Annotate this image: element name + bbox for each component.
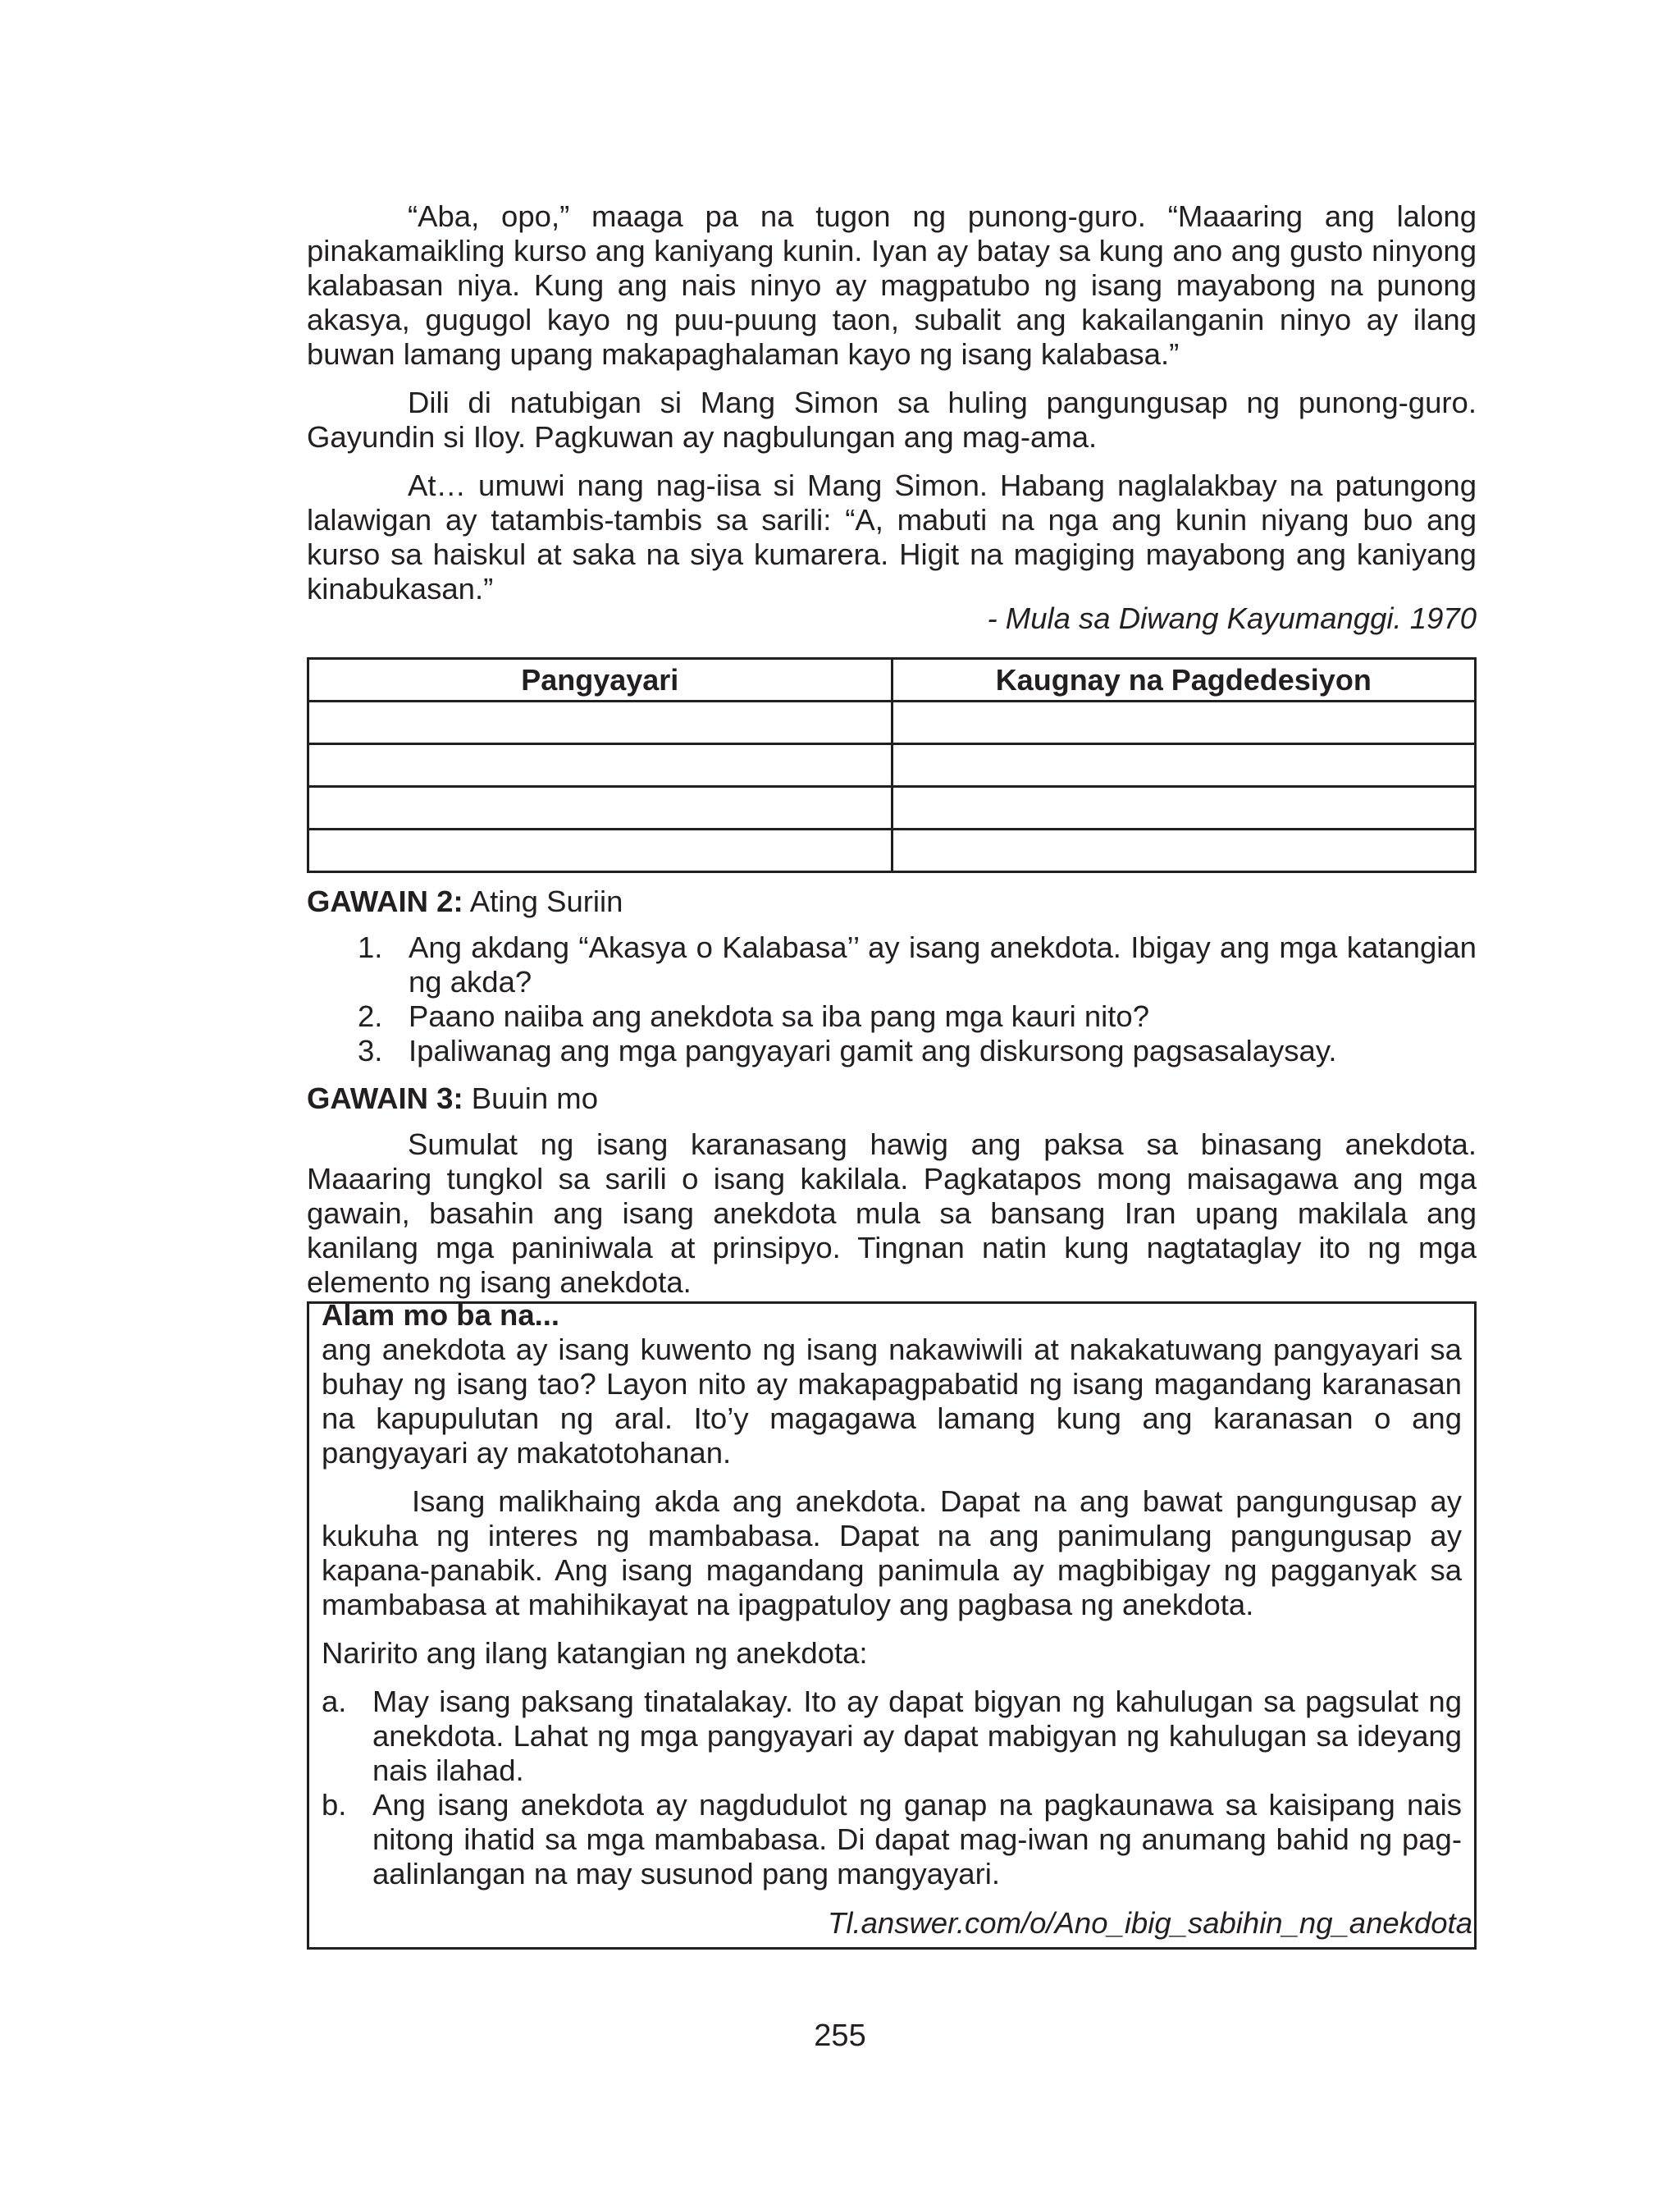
question-text: Ipaliwanag ang mga pangyayari gamit ang diskursong pagsasalaysay. xyxy=(409,1034,1337,1068)
table-cell-blank[interactable] xyxy=(892,830,1476,872)
gawain-3-title: Buuin mo xyxy=(471,1081,598,1115)
table-cell-blank[interactable] xyxy=(308,787,892,830)
box-paragraph-2: Isang malikhaing akda ang anekdota. Dapat na ang bawat pangungusap ay kukuha ng interes ng mambabasa. Dapat na ang panimulang pangungusap ay kapana-panabik. Ang isang magandang panimula ay magbibigay ng pagganyak sa mambabasa at mahihikayat na ipagpatuloy ang pagbasa ng anekdota. xyxy=(322,1484,1462,1621)
gawain-2-label: GAWAIN 2: xyxy=(307,885,463,918)
question-number: 1. xyxy=(358,930,383,964)
question-text: Ang akdang “Akasya o Kalabasa’’ ay isang anekdota. Ibigay ang mga katangian ng akda? xyxy=(409,930,1477,999)
page-number: 255 xyxy=(814,2019,866,2053)
story-paragraph-2: Dili di natubigan si Mang Simon sa huling pangungusap ng punong-guro. Gayundin si Iloy. Pagkuwan ay nagbulungan ang mag-ama. xyxy=(307,386,1477,454)
table-header-pangyayari: Pangyayari xyxy=(308,659,892,702)
gawain-2-title: Ating Suriin xyxy=(469,885,623,918)
list-item xyxy=(307,1034,1477,1068)
table-cell-blank[interactable] xyxy=(308,702,892,744)
table-cell-blank[interactable] xyxy=(308,744,892,787)
page-content xyxy=(307,199,1477,1950)
list-item xyxy=(322,1788,1462,1891)
box-citation: Tl.answer.com/o/Ano_ibig_sabihin_ng_anekdota xyxy=(828,1906,1472,1940)
box-title: Alam mo ba na... xyxy=(322,1298,560,1332)
table-cell-blank[interactable] xyxy=(308,830,892,872)
alam-mo-ba-box xyxy=(307,1298,1477,1950)
anekdota-traits-list xyxy=(322,1685,1462,1891)
story-source: - Mula sa Diwang Kayumanggi. 1970 xyxy=(987,601,1477,635)
gawain-3-label: GAWAIN 3: xyxy=(307,1081,463,1115)
table-row xyxy=(308,744,1476,787)
events-decisions-table xyxy=(307,657,1477,873)
question-number: 3. xyxy=(358,1034,383,1068)
list-item xyxy=(307,930,1477,999)
table-cell-blank[interactable] xyxy=(892,744,1476,787)
table-header-pagdedesiyon: Kaugnay na Pagdedesiyon xyxy=(892,659,1476,702)
gawain-3-paragraph: Sumulat ng isang karanasang hawig ang paksa sa binasang anekdota. Maaaring tungkol sa sarili o isang kakilala. Pagkatapos mong maisagawa ang mga gawain, basahin ang isang anekdota mula sa bansang Iran upang makilala ang kanilang mga paniniwala at prinsipyo. Tingnan natin kung nagtataglay ito ng mga elemento ng isang anekdota. xyxy=(307,1127,1477,1299)
table-cell-blank[interactable] xyxy=(892,787,1476,830)
story-paragraph-3: At… umuwi nang nag-iisa si Mang Simon. Habang naglalakbay na patungong lalawigan ay tatambis-tambis sa sarili: “A, mabuti na nga ang kunin niyang buo ang kurso sa haiskul at saka na siya kumarera. Higit na magiging mayabong ang kaniyang kinabukasan.” xyxy=(307,469,1477,606)
box-paragraph-3: Naririto ang ilang katangian ng anekdota: xyxy=(322,1636,868,1670)
table-header-row xyxy=(308,659,1476,702)
table-row xyxy=(308,830,1476,872)
gawain-2-heading xyxy=(307,885,1477,919)
gawain-3-heading xyxy=(307,1081,1477,1116)
table-row xyxy=(308,787,1476,830)
story-paragraph-1: “Aba, opo,” maaga pa na tugon ng punong-guro. “Maaaring ang lalong pinakamaikling kurso ang kaniyang kunin. Iyan ay batay sa kung ano ang gusto ninyong kalabasan niya. Kung ang nais ninyo ay magpatubo ng isang mayabong na punong akasya, gugugol kayo ng puu-puung taon, subalit ang kakailanganin ninyo ay ilang buwan lamang upang makapaghalaman kayo ng isang kalabasa.” xyxy=(307,199,1477,371)
table-row xyxy=(308,702,1476,744)
trait-letter: a. xyxy=(322,1685,347,1718)
list-item xyxy=(307,999,1477,1034)
table-cell-blank[interactable] xyxy=(892,702,1476,744)
trait-text: Ang isang anekdota ay nagdudulot ng ganap na pagkaunawa sa kaisipang nais nitong ihatid sa mga mambabasa. Di dapat mag-iwan ng anumang bahid ng pag-aalinlangan na may susunod pang mangyayari. xyxy=(372,1788,1462,1891)
trait-text: May isang paksang tinatalakay. Ito ay dapat bigyan ng kahulugan sa pagsulat ng anekdota. Lahat ng mga pangyayari ay dapat mabigyan ng kahulugan sa ideyang nais ilahad. xyxy=(372,1685,1462,1787)
box-paragraph-1: ang anekdota ay isang kuwento ng isang nakawiwili at nakakatuwang pangyayari sa buhay ng isang tao? Layon nito ay makapagpabatid ng isang magandang karanasan na kapupulutan ng aral. Ito’y magagawa lamang kung ang karanasan o ang pangyayari ay makatotohanan. xyxy=(322,1333,1462,1470)
question-number: 2. xyxy=(358,999,383,1033)
gawain-2-questions xyxy=(307,930,1477,1068)
trait-letter: b. xyxy=(322,1788,347,1822)
question-text: Paano naiiba ang anekdota sa iba pang mga kauri nito? xyxy=(409,999,1150,1033)
list-item xyxy=(322,1685,1462,1788)
